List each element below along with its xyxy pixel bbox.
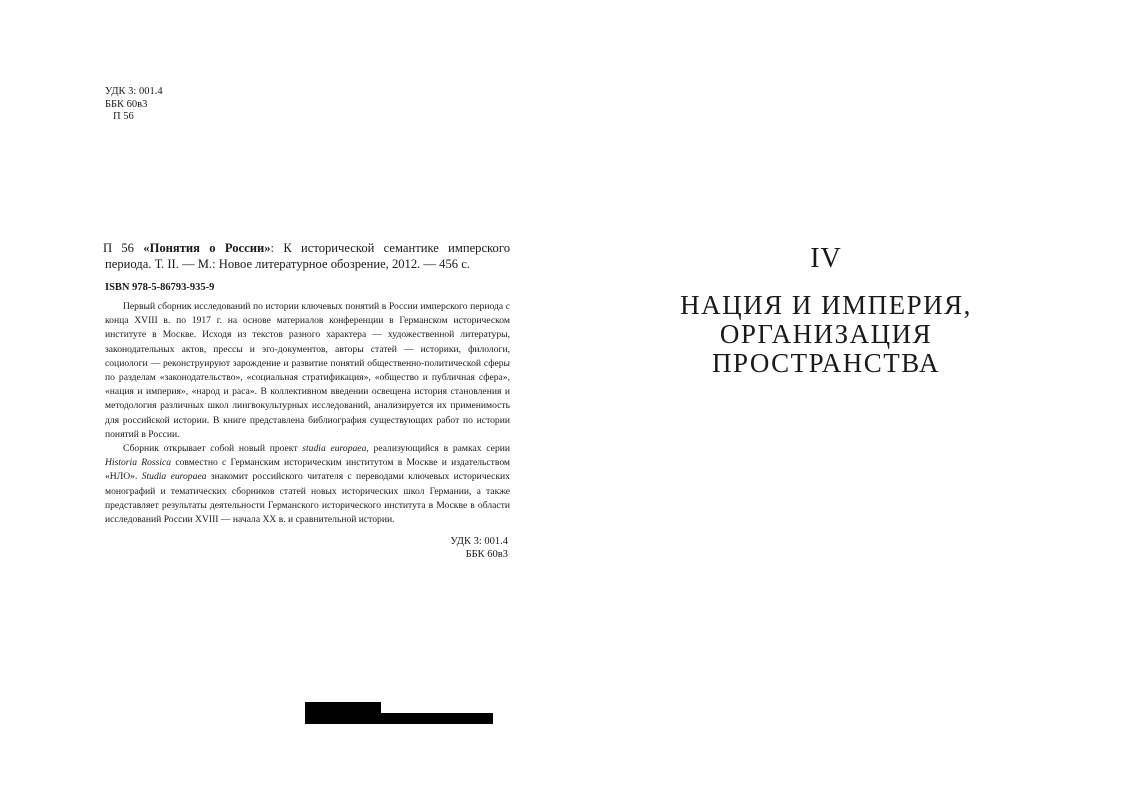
text-run: Сборник открывает собой новый проект <box>123 443 303 455</box>
bibliographic-description <box>105 240 510 561</box>
right-page <box>566 0 1132 800</box>
part-title-line: НАЦИЯ И ИМПЕРИЯ, <box>680 290 972 320</box>
italic-run: Historia Rossica <box>105 457 172 469</box>
part-title <box>566 291 1086 378</box>
part-title-line: ОРГАНИЗАЦИЯ <box>719 319 933 349</box>
redaction-bar <box>305 713 493 724</box>
udk-classification-bottom <box>105 535 510 561</box>
bbk-code: ББК 60в3 <box>465 549 508 561</box>
abstract-paragraph-1: Первый сборник исследований по истории ключевых понятий в России имперского периода с конца XVIII в. по 1917 г. на основе материалов конференции в Германском историческом институте в Москве. Исходя из текстов разного характера — художественной литературы, законодательных актов, прессы и эго-документов, авторы статей — историки, филологи, социологи — реконструируют зарождение и развитие понятий общественно-политической сферы по разделам «законодательство», «социальная стратификация», «общество и публичная сфера», «нация и империя», «народ и раса». В коллективном введении освещена история становления и методология различных школ лингвокультурных исследований, анализируется их применимость для российской истории. В книге представлена библиография существующих работ по истории понятий в России. <box>105 301 510 440</box>
abstract-paragraph-2 <box>105 442 510 527</box>
text-run: совместно с Германским историческим институтом в Москве и издательством «НЛО». <box>105 457 511 483</box>
italic-run: Studia europaea <box>141 471 207 483</box>
part-number: IV <box>810 243 842 274</box>
text-run: , реализующийся в рамках серии <box>366 443 511 455</box>
isbn: ISBN 978-5-86793-935-9 <box>105 282 215 293</box>
bbk-code: ББК 60в3 <box>105 98 148 110</box>
entry-title: «Понятия о России» <box>143 241 271 255</box>
udk-code: УДК 3: 001.4 <box>105 86 163 97</box>
udk-code: УДК 3: 001.4 <box>450 536 508 548</box>
abstract <box>105 300 510 527</box>
part-title-line: ПРОСТРАНСТВА <box>711 348 941 378</box>
udk-classification-top <box>105 86 163 124</box>
entry-code: П 56 <box>103 241 144 255</box>
entry-details: : К исторической семантике имперского периода. Т. II. — М.: Новое литературное обозрение, 2012. — 456 с. <box>105 241 510 271</box>
redaction-bar <box>305 702 381 713</box>
text-run: знакомит российского читателя с переводами ключевых исторических монографий и тематических сборников статей новых исторических школ Германии, а также представляет результаты деятельности Германского исторического института в Москве в области исследований России XVIII — начала XX в. и сравнительной истории. <box>105 471 510 526</box>
author-mark: П 56 <box>113 111 134 122</box>
italic-run: studia europaea <box>302 443 367 455</box>
catalog-entry <box>105 240 510 272</box>
